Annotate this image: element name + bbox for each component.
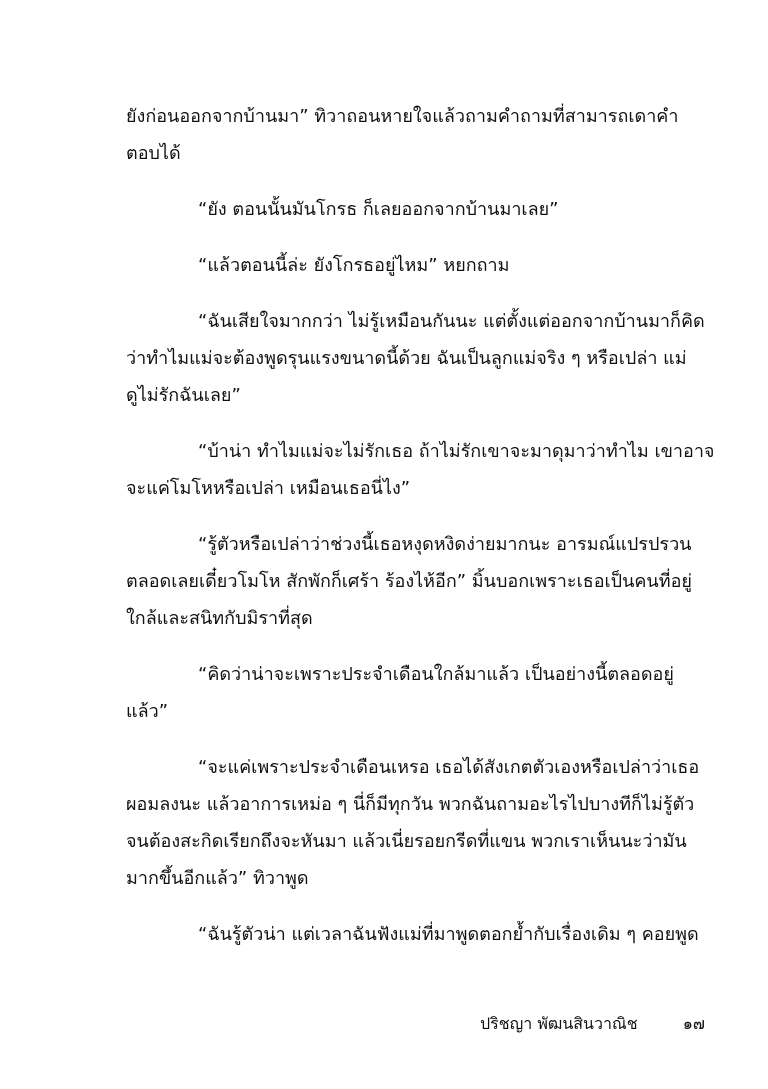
body-text <box>126 98 715 972</box>
paragraph <box>126 656 692 730</box>
paragraph <box>126 303 705 414</box>
text-line: ตอบได้ <box>126 143 181 164</box>
text-line: จะแค่โมโหหรือเปล่า เหมือนเธอนี่ไง” <box>126 478 411 499</box>
paragraph <box>126 191 692 228</box>
text-line: แล้ว” <box>126 701 169 722</box>
text-line: “บ้าน่า ทำไมแม่จะไม่รักเธอ ถ้าไม่รักเขาจะมาดุมาว่าทำไม เขาอาจ <box>198 441 715 462</box>
footer-author: ปริชญา พัฒนสินวาณิช <box>480 1014 638 1033</box>
text-line: “ยัง ตอนนั้นมันโกรธ ก็เลยออกจากบ้านมาเลย” <box>198 199 559 220</box>
text-line: ใกล้และสนิทกับมิราที่สุด <box>126 608 313 629</box>
page-number: ๑๗ <box>682 1014 705 1033</box>
text-line: “แล้วตอนนี้ล่ะ ยังโกรธอยู่ไหม” หยกถาม <box>198 255 510 276</box>
page-footer <box>480 1010 705 1038</box>
text-line: “จะแค่เพราะประจำเดือนเหรอ เธอได้สังเกตตัวเองหรือเปล่าว่าเธอ <box>198 757 700 778</box>
text-line: ผอมลงนะ แล้วอาการเหม่อ ๆ นี่ก็มีทุกวัน พวกฉันถามอะไรไปบางทีก็ไม่รู้ตัว <box>126 794 695 815</box>
text-line: จนต้องสะกิดเรียกถึงจะหันมา แล้วเนี่ยรอยกรีดที่แขน พวกเราเห็นนะว่ามัน <box>126 831 687 852</box>
paragraph <box>126 247 692 284</box>
text-line: “ฉันรู้ตัวน่า แต่เวลาฉันฟังแม่ที่มาพูดตอกย้ำกับเรื่องเดิม ๆ คอยพูด <box>198 924 699 945</box>
text-line: “ฉันเสียใจมากกว่า ไม่รู้เหมือนกันนะ แต่ตั้งแต่ออกจากบ้านมาก็คิด <box>198 311 705 332</box>
text-line: “คิดว่าน่าจะเพราะประจำเดือนใกล้มาแล้ว เป็นอย่างนี้ตลอดอยู่ <box>198 664 674 685</box>
text-line: ยังก่อนออกจากบ้านมา” ทิวาถอนหายใจแล้วถามคำถามที่สามารถเดาคำ <box>126 106 679 127</box>
paragraph <box>126 916 699 953</box>
text-line: ตลอดเลยเดี๋ยวโมโห สักพักก็เศร้า ร้องไห้อีก” มิ้นบอกเพราะเธอเป็นคนที่อยู่ <box>126 571 692 592</box>
text-line: ว่าทำไมแม่จะต้องพูดรุนแรงขนาดนี้ด้วย ฉันเป็นลูกแม่จริง ๆ หรือเปล่า แม่ <box>126 348 687 369</box>
text-line: “รู้ตัวหรือเปล่าว่าช่วงนี้เธอหงุดหงิดง่ายมากนะ อารมณ์แปรปรวน <box>198 534 692 555</box>
text-line: ดูไม่รักฉันเลย” <box>126 385 241 406</box>
text-line: มากขึ้นอีกแล้ว” ทิวาพูด <box>126 868 309 889</box>
paragraph <box>126 98 692 172</box>
paragraph <box>126 526 692 637</box>
paragraph <box>126 433 715 507</box>
paragraph <box>126 749 700 897</box>
